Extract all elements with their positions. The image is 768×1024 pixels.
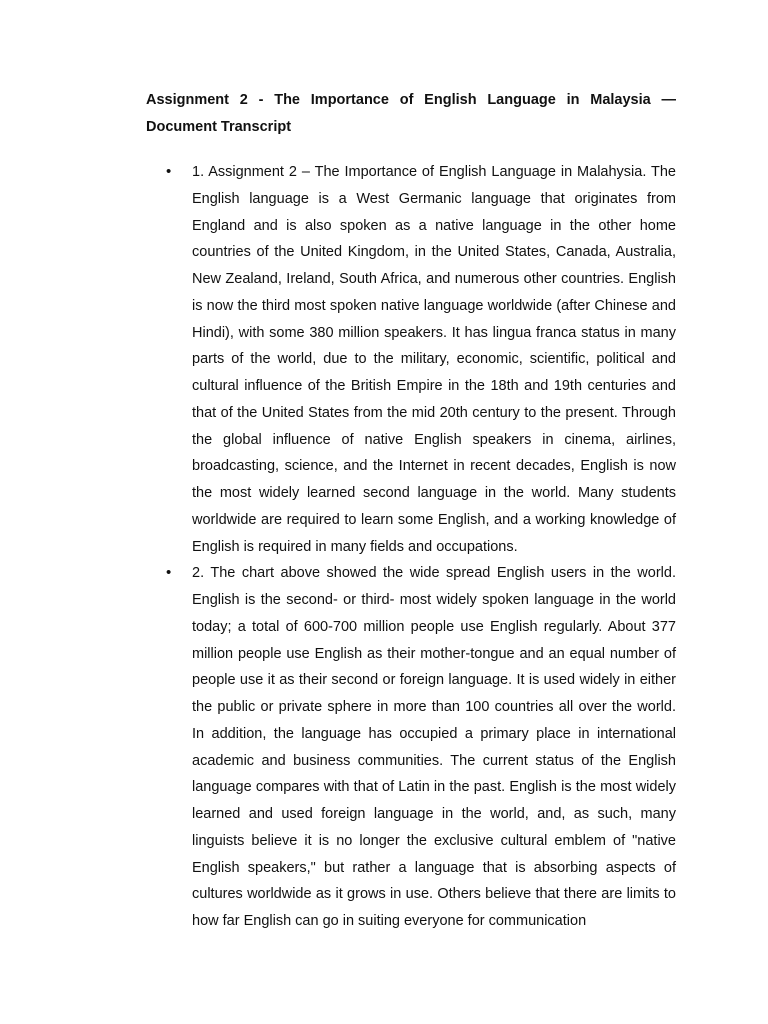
paragraph-text: 2. The chart above showed the wide spread English users in the world. English is the second- or third- most widely spoken language in the world today; a total of 600-700 million people use English regularly. About 377 million people use English as their mother-tongue and an equal number of people use it as their second or foreign language. It is used widely in either the public or private sphere in more than 100 countries all over the world. In addition, the language has occupied a primary place in international academic and business communities. The current status of the English language compares with that of Latin in the past. English is the most widely learned and used foreign language in the world, and, as such, many linguists believe it is no longer the exclusive cultural emblem of "native English speakers," but rather a language that is absorbing aspects of cultures worldwide as it grows in use. Others believe that there are limits to how far English can go in suiting everyone for communication — [192, 565, 676, 929]
bullet-icon: • — [166, 564, 172, 582]
document-title: Assignment 2 - The Importance of English Language in Malaysia — Document Transcript — [146, 92, 676, 135]
paragraph-text: 1. Assignment 2 – The Importance of English Language in Malahysia. The English language is a West Germanic language that originates from England and is also spoken as a native language in the other home countries of the United Kingdom, in the United States, Canada, Australia, New Zealand, Ireland, South Africa, and numerous other countries. English is now the third most spoken native language worldwide (after Chinese and Hindi), with some 380 million speakers. It has lingua franca status in many parts of the world, due to the military, economic, scientific, political and cultural influence of the British Empire in the 18th and 19th centuries and that of the United States from the mid 20th century to the present. Through the global influence of native English speakers in cinema, airlines, broadcasting, science, and the Internet in recent decades, English is now the most widely learned second language in the world. Many students worldwide are required to learn some English, and a working knowledge of English is required in many fields and occupations. — [192, 164, 676, 555]
bullet-list — [166, 159, 676, 935]
bullet-icon: • — [166, 163, 172, 180]
list-item — [166, 560, 676, 935]
list-item — [166, 159, 676, 560]
